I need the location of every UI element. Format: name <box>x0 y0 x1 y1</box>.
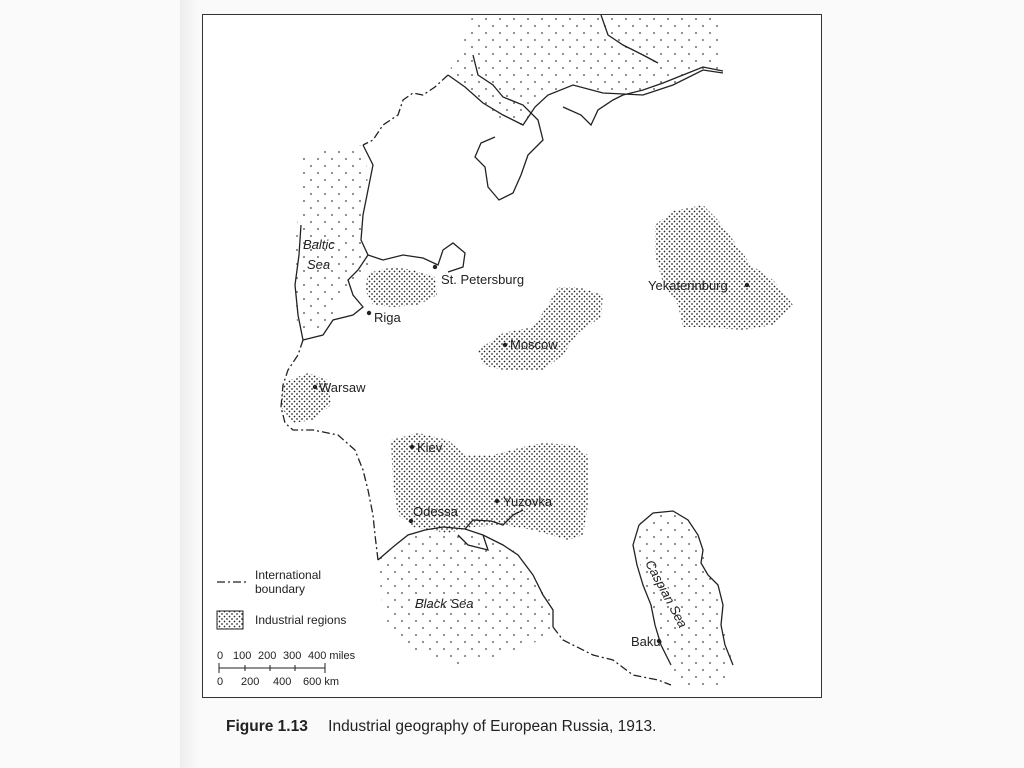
city-label-kiev: Kiev <box>417 440 443 455</box>
sea-label-black: Black Sea <box>415 596 474 611</box>
map-frame <box>202 14 822 698</box>
industrial-region-urals <box>655 205 793 330</box>
city-dot-riga <box>367 311 371 315</box>
industrial-region-moscow <box>478 287 603 370</box>
sea-label-caspian: Caspian Sea <box>642 557 691 631</box>
city-dot-st-petersburg <box>433 265 437 269</box>
sea-label-baltic-line2: Sea <box>307 257 331 272</box>
city-label-moscow: Moscow <box>510 337 558 352</box>
city-label-odessa: Odessa <box>413 504 458 519</box>
city-dot-yuzovka <box>495 499 499 503</box>
page-gutter <box>180 0 200 768</box>
map-canvas <box>203 15 823 699</box>
scale-line <box>219 663 325 673</box>
city-dot-yekaterinburg <box>745 283 749 287</box>
city-label-yekaterinburg: Yekaterinburg <box>648 278 728 293</box>
scale-miles-200: 200 <box>258 650 277 662</box>
scale-bar <box>217 650 356 688</box>
industrial-region-st-petersburg <box>365 267 437 307</box>
scale-miles-0: 0 <box>217 650 224 662</box>
city-label-baku: Baku <box>631 634 661 649</box>
scale-miles-400: 400 miles <box>308 650 356 662</box>
legend-industrial-swatch <box>217 611 243 629</box>
sea-label-baltic-line1: Baltic <box>303 237 335 252</box>
scale-miles-300: 300 <box>283 650 302 662</box>
scale-miles-100: 100 <box>233 650 252 662</box>
city-label-riga: Riga <box>374 310 401 325</box>
figure-title: Industrial geography of European Russia, 1913. <box>328 718 657 735</box>
caspian-sea-area <box>635 510 731 685</box>
city-dot-kiev <box>410 445 414 449</box>
city-dot-odessa <box>409 519 413 523</box>
city-label-warsaw: Warsaw <box>319 380 366 395</box>
city-dot-moscow <box>503 343 507 347</box>
legend-boundary-label-line1: International <box>255 568 322 582</box>
figure-caption <box>226 718 656 736</box>
legend <box>217 568 346 629</box>
scale-km-0: 0 <box>217 676 224 688</box>
arctic-sea-area <box>448 15 723 130</box>
scale-km-400: 400 <box>273 676 292 688</box>
legend-boundary-label-line2: boundary <box>255 582 306 596</box>
city-label-st-petersburg: St. Petersburg <box>441 272 525 287</box>
figure-number: Figure 1.13 <box>226 718 308 735</box>
scale-km-600: 600 km <box>303 676 340 688</box>
city-dot-warsaw <box>313 385 317 389</box>
scale-km-200: 200 <box>241 676 260 688</box>
city-label-yuzovka: Yuzovka <box>503 494 553 509</box>
legend-industrial-label: Industrial regions <box>255 613 347 627</box>
